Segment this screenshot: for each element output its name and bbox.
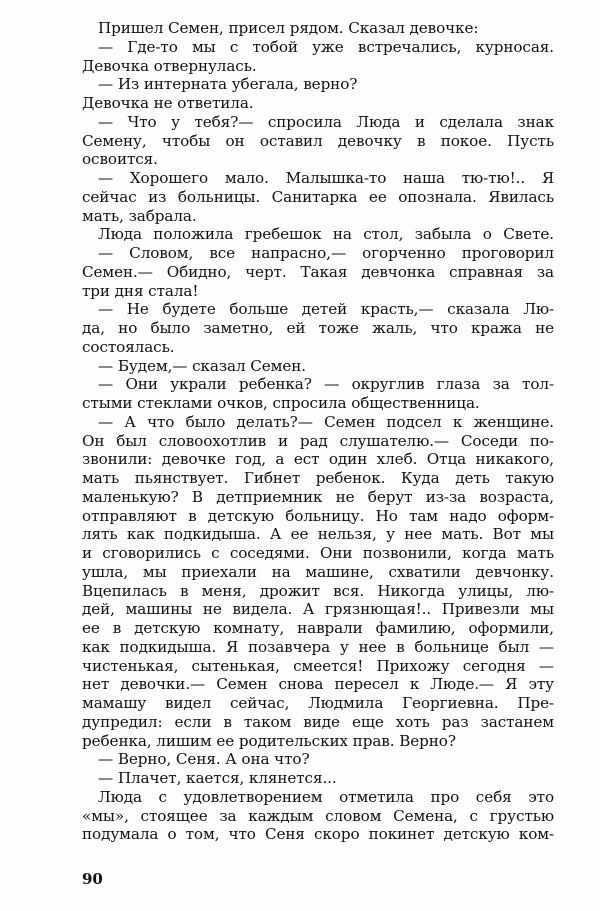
text-line: освоится. xyxy=(82,150,158,169)
text-line: Семену, чтобы он оставил девочку в покое. Пусть xyxy=(82,131,554,150)
text-line: чистенькая, сытенькая, смеется! Прихожу сегодня — xyxy=(82,656,554,675)
text-line: как подкидыша. Я позавчера у нее в больнице был — xyxy=(82,637,554,656)
text-line: — Верно, Сеня. А она что? xyxy=(98,750,310,769)
text-line: ушла, мы приехали на машине, схватили девчонку. xyxy=(82,562,554,581)
text-line: Пришел Семен, присел рядом. Сказал девочке: xyxy=(98,19,479,37)
text-line: мать пьянствует. Гибнет ребенок. Куда деть такую xyxy=(82,469,554,487)
text-line: нет девочки.— Семен снова пересел к Люде.— Я эту xyxy=(82,675,554,694)
text-line: — А что было делать?— Семен подсел к женщине. xyxy=(98,412,554,431)
text-line: Девочка не ответила. xyxy=(82,94,254,112)
text-line: ребенка, лишим ее родительских прав. Верно? xyxy=(82,731,456,750)
text-line: мамашу видел сейчас, Людмила Георгиевна. Пре- xyxy=(82,694,554,712)
text-line: — Словом, все напрасно,— огорченно проговорил xyxy=(98,244,554,262)
text-line: — Не будете больше детей красть,— сказала Лю- xyxy=(98,300,554,319)
text-line: и сговорились с соседями. Они позвонили, когда мать xyxy=(82,544,554,562)
text-line: отправляют в детскую больницу. Но там надо оформ- xyxy=(82,506,554,525)
text-line: состоялась. xyxy=(82,337,175,356)
text-line: подумала о том, что Сеня скоро покинет детскую ком- xyxy=(82,825,554,844)
text-line: ее в детскую комнату, наврали фамилию, оформили, xyxy=(82,619,554,637)
text-line: дупредил: если в таком виде еще хоть раз застанем xyxy=(82,712,554,731)
text-line: — Что у тебя?— спросила Люда и сделала знак xyxy=(98,112,554,131)
text-line: Он был словоохотлив и рад слушателю.— Соседи по- xyxy=(82,431,554,450)
text-line: Люда с удовлетворением отметила про себя это xyxy=(98,787,554,806)
text-line: Люда положила гребешок на стол, забыла о Свете. xyxy=(98,225,554,244)
text-line: дей, машины не видела. А грязнющая!.. Привезли мы xyxy=(82,600,554,619)
text-line: — Хорошего мало. Малышка-то наша тю-тю!.. Я xyxy=(98,169,554,187)
text-line: — Из интерната убегала, верно? xyxy=(98,75,358,94)
text-line: «мы», стоящее за каждым словом Семена, с грустью xyxy=(82,806,554,825)
text-line: звонили: девочке год, а ест один хлеб. Отца никакого, xyxy=(82,450,554,469)
text-line: Девочка отвернулась. xyxy=(82,56,257,75)
text-line: Семен.— Обидно, черт. Такая девчонка справная за xyxy=(82,262,554,281)
text-line: — Они украли ребенка? — округлив глаза за тол- xyxy=(98,375,554,394)
text-line: — Плачет, кается, клянется... xyxy=(98,769,337,787)
text-line: лять как подкидыша. А ее нельзя, у нее мать. Вот мы xyxy=(82,525,554,544)
text-line: маленькую? В детприемник не берут из-за возраста, xyxy=(82,487,554,506)
text-line: стыми стеклами очков, спросила общественница. xyxy=(82,394,480,412)
text-line: — Где-то мы с тобой уже встречались, курносая. xyxy=(98,37,554,56)
text-line: Вцепилась в меня, дрожит вся. Никогда улицы, лю- xyxy=(82,581,554,600)
text-line: — Будем,— сказал Семен. xyxy=(98,356,307,375)
body-text xyxy=(82,19,554,844)
text-line: три дня стала! xyxy=(82,281,199,300)
text-line: мать, забрала. xyxy=(82,206,197,225)
text-line: сейчас из больницы. Санитарка ее опознала. Явилась xyxy=(82,187,554,206)
page-number: 90 xyxy=(82,870,103,888)
text-line: да, но было заметно, ей тоже жаль, что кража не xyxy=(82,319,554,337)
